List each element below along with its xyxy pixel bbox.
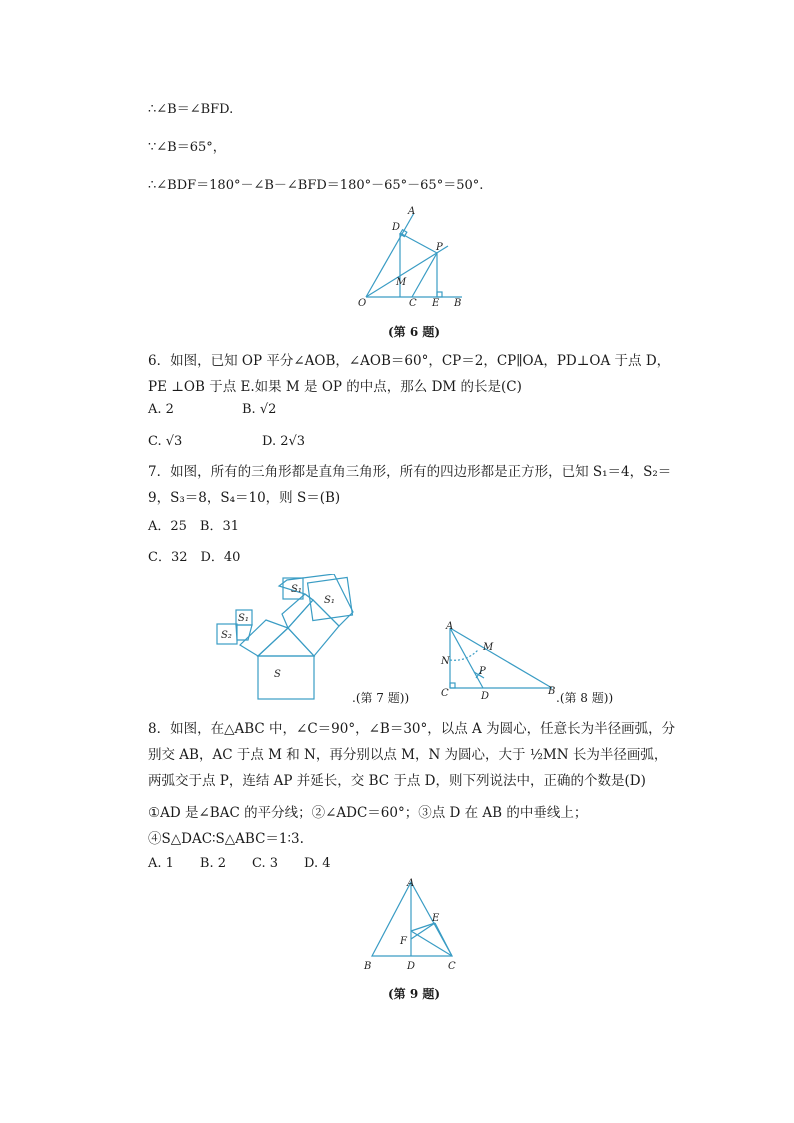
fig6-caption: (第 6 题) [388, 325, 441, 339]
fig8-label-D: D [481, 691, 490, 702]
q8-statements: ①AD 是∠BAC 的平分线；②∠ADC＝60°；③点 D 在 AB 的中垂线上；④S△DAC∶S△ABC＝1∶3. [148, 805, 588, 847]
fig9-label-C: C [448, 961, 456, 972]
fig9-label-F: F [400, 936, 407, 947]
fig6-label-D: D [392, 222, 401, 233]
figure-6 [352, 205, 472, 310]
fig6-label-O: O [358, 298, 367, 309]
fig8-label-N: N [441, 656, 450, 667]
fig8-label-P: P [479, 666, 486, 677]
question-8: 8．如图，在△ABC 中，∠C＝90°，∠B＝30°，以点 A 为圆心，任意长为半径画弧，分别交 AB，AC 于点 M 和 N，再分别以点 M，N 为圆心，大于 ½MN 长为半径画弧，两弧交于点 P，连结 AP 并延长，交 BC 于点 D，则下列说法中，正确的个数是(D) [148, 721, 676, 789]
fig7-label-s1-c: S₁ [238, 613, 249, 624]
fig7-label-s1-a: S₁ [291, 584, 302, 595]
fig7-label-s2: S₂ [221, 630, 232, 641]
question-7: 7．如图，所有的三角形都是直角三角形，所有的四边形都是正方形，已知 S₁＝4，S₂＝9，S₃＝8，S₄＝10，则 S＝(B) [148, 464, 672, 506]
proof-line-1: ∴∠B＝∠BFD. [148, 102, 234, 117]
fig8-label-M: M [483, 642, 494, 653]
q7-options-ab: A．25 B．31 [148, 519, 240, 534]
fig6-label-M: M [396, 277, 407, 288]
fig7-label-s1-b: S₁ [324, 595, 335, 606]
q6-option-c: C. √3 [148, 434, 183, 449]
fig8-label-A: A [446, 621, 454, 632]
fig6-label-P: P [436, 242, 443, 253]
fig8-label-B: B [548, 686, 556, 697]
q7-options-cd: C．32 D．40 [148, 550, 241, 565]
fig8-caption: .(第 8 题)) [556, 691, 614, 705]
fig6-label-B: B [454, 298, 462, 309]
fig6-label-A: A [408, 206, 416, 217]
fig7-label-s: S [274, 669, 281, 680]
fig6-label-C: C [409, 298, 417, 309]
figure-9 [360, 876, 464, 976]
fig7-caption: .(第 7 题)) [352, 691, 410, 705]
q6-option-a: A. 2 [148, 402, 174, 417]
fig6-label-E: E [432, 298, 440, 309]
q6-option-b: B. √2 [242, 402, 277, 417]
fig9-caption: (第 9 题) [388, 987, 441, 1001]
fig9-label-E: E [432, 913, 440, 924]
proof-line-2: ∵∠B＝65°， [148, 140, 226, 155]
fig9-label-B: B [364, 961, 372, 972]
q6-option-d: D. 2√3 [262, 434, 306, 449]
fig8-label-C: C [441, 688, 449, 699]
fig9-label-A: A [407, 878, 415, 889]
proof-line-3: ∴∠BDF＝180°－∠B－∠BFD＝180°－65°－65°＝50°. [148, 178, 484, 193]
figure-8 [436, 620, 566, 702]
question-6: 6．如图，已知 OP 平分∠AOB，∠AOB＝60°，CP＝2，CP∥OA，PD⊥OA 于点 D，PE ⊥OB 于点 E.如果 M 是 OP 的中点，那么 DM 的长是(C) [148, 353, 671, 395]
q8-options: A. 1 B. 2 C. 3 D. 4 [148, 856, 331, 871]
figure-7 [212, 574, 358, 704]
fig9-label-D: D [407, 961, 416, 972]
